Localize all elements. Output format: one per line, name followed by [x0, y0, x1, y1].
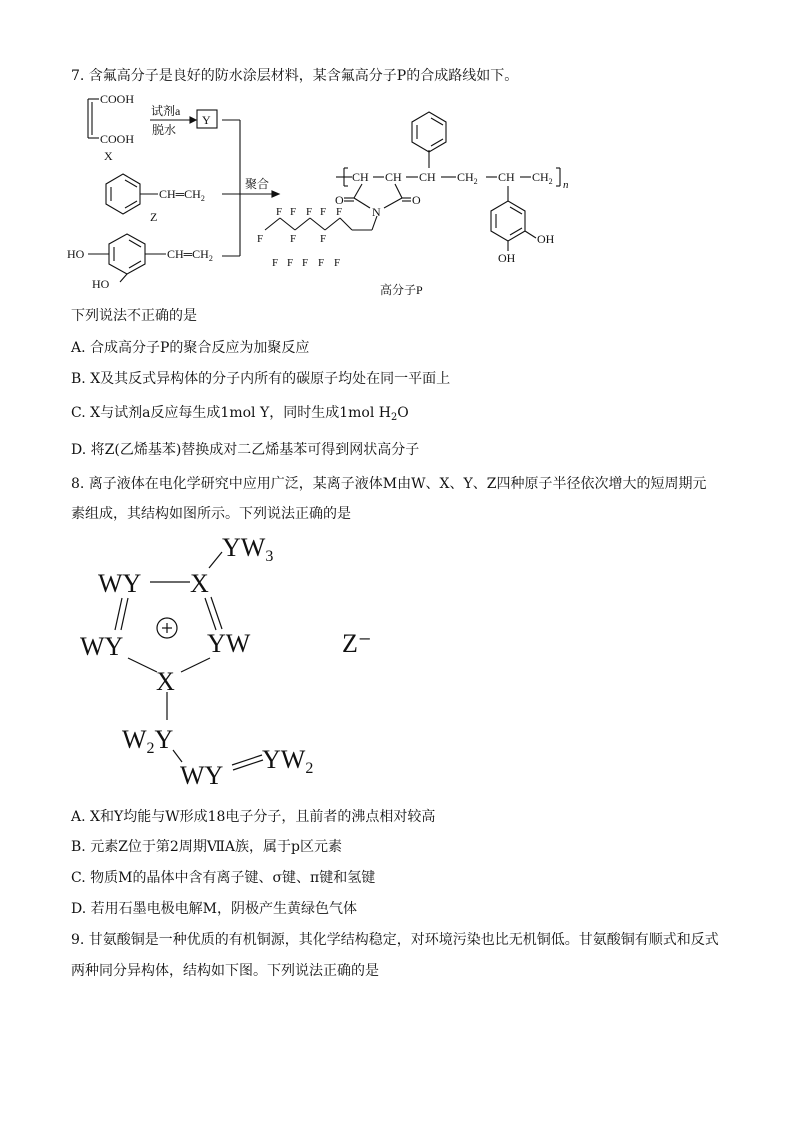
p-f-3: F: [336, 206, 343, 218]
x-cooh-bottom: COOH: [100, 132, 135, 146]
ionic-liquid-structure: [0, 530, 794, 795]
p-o-right: O: [412, 193, 421, 207]
ho-bottom: HO: [92, 277, 110, 291]
polymer-p-caption: 高分子P: [380, 283, 423, 297]
q7-option-d: D. 将Z(乙烯基苯)替换成对二乙烯基苯可得到网状高分子: [71, 442, 420, 458]
p-ch-5: CH: [498, 170, 515, 184]
z-label: Z: [150, 210, 158, 224]
wy-left: WY: [80, 632, 124, 661]
q7-option-b: B. X及其反式异构体的分子内所有的碳原子均处在同一平面上: [71, 371, 451, 387]
wy-top-left: WY: [98, 569, 142, 598]
x-bottom: X: [156, 667, 175, 696]
y-box-label: Y: [202, 113, 211, 127]
q8-option-d: D. 若用石墨电极电解M，阴极产生黄绿色气体: [71, 901, 357, 917]
polymerize-label: 聚合: [245, 177, 270, 191]
p-oh-right: OH: [537, 232, 555, 246]
p-f-13: F: [320, 233, 327, 245]
q9-stem-line-1: 9. 甘氨酸铜是一种优质的有机铜源，其化学结构稳定，对环境污染也比无机铜低。甘氨酸铜有顺式和反式: [71, 932, 719, 948]
q9-stem-line-2: 两种同分异构体，结构如下图。下列说法正确的是: [71, 963, 379, 979]
p-f-9: F: [302, 257, 309, 269]
q7-stem: 7. 含氟高分子是良好的防水涂层材料，某含氟高分子P的合成路线如下。: [71, 68, 519, 84]
p-f-8: F: [287, 257, 294, 269]
x-cooh-top: COOH: [100, 92, 135, 106]
q8-option-a: A. X和Y均能与W形成18电子分子，且前者的沸点相对较高: [71, 809, 436, 825]
p-f-11: F: [334, 257, 341, 269]
p-f-6: F: [257, 233, 264, 245]
q8-option-b: B. 元素Z位于第2周期ⅦA族，属于p区元素: [71, 839, 342, 855]
p-f-12: F: [290, 233, 297, 245]
p-f-10: F: [318, 257, 325, 269]
q7-option-c: C. X与试剂a反应每生成1mol Y，同时生成1mol $H_2O$: [71, 405, 409, 423]
cat-chain: $CH═CH_2$: [167, 247, 213, 263]
p-ch-4: $CH_2$: [457, 170, 478, 186]
q8-option-c: C. 物质M的晶体中含有离子键、σ键、π键和氢键: [71, 870, 376, 886]
q7-synthesis-scheme: [0, 88, 794, 303]
reagent-bottom: 脱水: [152, 123, 177, 137]
ho-top: HO: [67, 247, 85, 261]
p-f-5: F: [320, 206, 327, 218]
p-ch-1: CH: [352, 170, 369, 184]
yw-right: YW: [207, 629, 251, 658]
yw3-group: YW3: [222, 533, 274, 565]
reagent-top: 试剂a: [151, 104, 181, 118]
q8-stem-line-2: 素组成，其结构如图所示。下列说法正确的是: [71, 506, 351, 522]
anion-z: Z⁻: [342, 629, 372, 658]
x-label: X: [104, 149, 113, 163]
z-chain: $CH═CH_2$: [159, 187, 205, 203]
p-o-left: O: [335, 193, 344, 207]
yw2-group: YW2: [262, 745, 314, 777]
p-ch-6: $CH_2$: [532, 170, 553, 186]
p-f-2: F: [306, 206, 313, 218]
x-top: X: [190, 569, 209, 598]
w2y-group: W2Y: [122, 725, 174, 757]
p-ch-2: CH: [385, 170, 402, 184]
p-n-subscript: n: [563, 179, 569, 191]
p-oh-bottom: OH: [498, 251, 516, 265]
q8-stem-line-1: 8. 离子液体在电化学研究中应用广泛，某离子液体M由W、X、Y、Z四种原子半径依次增大的短周期元: [71, 476, 707, 492]
wy-bottom: WY: [180, 761, 224, 790]
p-f-1: F: [276, 206, 283, 218]
p-f-7: F: [272, 257, 279, 269]
q7-question: 下列说法不正确的是: [71, 308, 197, 324]
p-ch-3: CH: [419, 170, 436, 184]
q7-option-a: A. 合成高分子P的聚合反应为加聚反应: [71, 340, 310, 356]
p-n-atom: N: [372, 205, 381, 219]
p-f-4: F: [290, 206, 297, 218]
